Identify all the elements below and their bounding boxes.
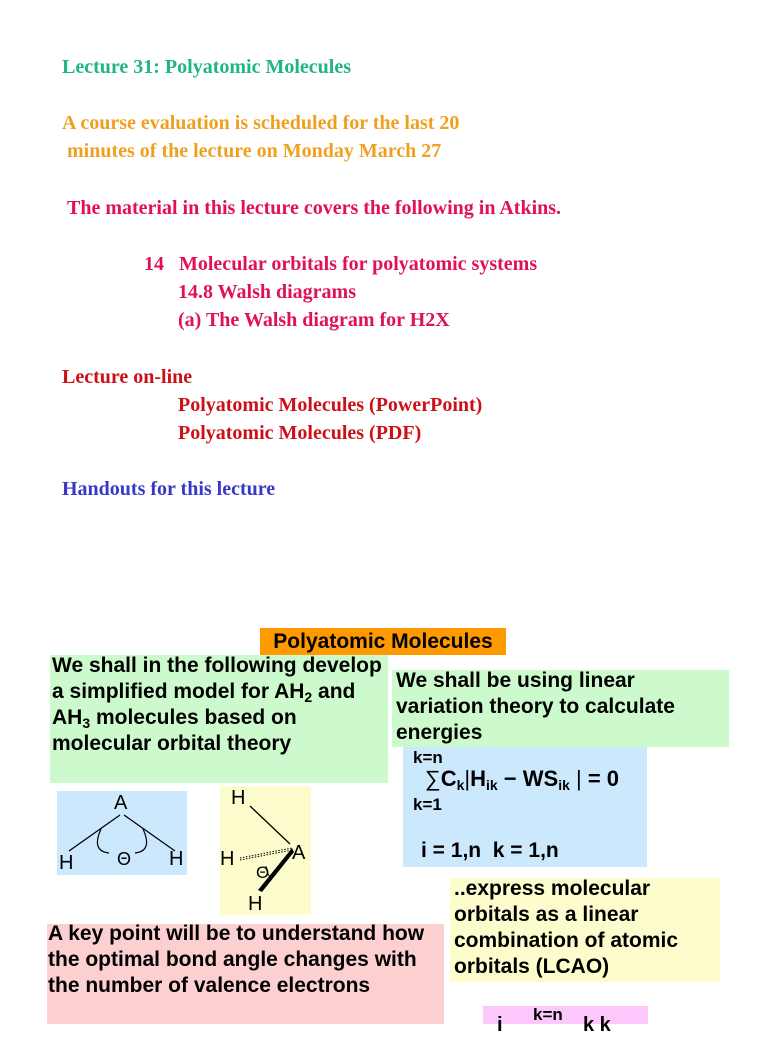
toc-section: 14.8 Walsh diagrams [178, 281, 356, 303]
atom-h-right-label: H [169, 848, 184, 870]
atom-a-label: A [114, 792, 128, 814]
pyramidal-molecule-diagram [220, 786, 311, 915]
partial-eq-index: i [497, 1014, 503, 1036]
material-notice: The material in this lecture covers the following in Atkins. [67, 197, 562, 219]
atom-h-left2-label: H [220, 848, 235, 870]
partial-equation-box [483, 1005, 648, 1036]
evaluation-notice-line2: minutes of the lecture on Monday March 27 [62, 140, 442, 162]
link-pdf[interactable]: Polyatomic Molecules (PDF) [178, 422, 422, 444]
index-ranges: i = 1,n k = 1,n [421, 839, 559, 862]
partial-eq-limit: k=n [533, 1005, 563, 1024]
theta2-angle-label: Θ [256, 863, 270, 882]
theta-angle-label: Θ [117, 849, 132, 869]
sum-upper-limit: k=n [413, 748, 443, 767]
key-point-text: A key point will be to understand how the optimal bond angle changes with the number of valence electrons [48, 922, 425, 997]
evaluation-notice-line1: A course evaluation is scheduled for the last 20 [62, 112, 460, 134]
variation-equation: $\sum C_k|H_{ik} - WS_{ik}$ | = 0 [425, 766, 620, 793]
link-powerpoint[interactable]: Polyatomic Molecules (PowerPoint) [178, 394, 483, 416]
atom-h-top-label: H [231, 787, 246, 809]
toc-chapter: 14 Molecular orbitals for polyatomic systems [144, 253, 538, 275]
atom-a2-label: A [292, 842, 306, 864]
lecture-online-label: Lecture on-line [62, 366, 193, 388]
slide-title: Polyatomic Molecules [260, 628, 506, 655]
lcao-text: ..express molecular orbitals as a linear combination of atomic orbitals (LCAO) [454, 877, 679, 978]
partial-eq-terms: k k [583, 1014, 611, 1036]
atom-h-left-label: H [59, 852, 74, 874]
model-description-text: We shall in the following develop a simplified model for $AH_2$ and $AH_3$ molecules based on molecular orbital theory [52, 654, 382, 755]
sum-lower-limit: k=1 [413, 795, 442, 814]
atom-h-bottom-label: H [248, 893, 263, 915]
linear-variation-text: We shall be using linear variation theory to calculate energies [396, 669, 675, 744]
bent-molecule-diagram [57, 791, 187, 875]
handouts-link[interactable]: Handouts for this lecture [62, 478, 276, 500]
lecture-title: Lecture 31: Polyatomic Molecules [62, 56, 351, 78]
toc-subsection: (a) The Walsh diagram for H2X [178, 309, 450, 331]
